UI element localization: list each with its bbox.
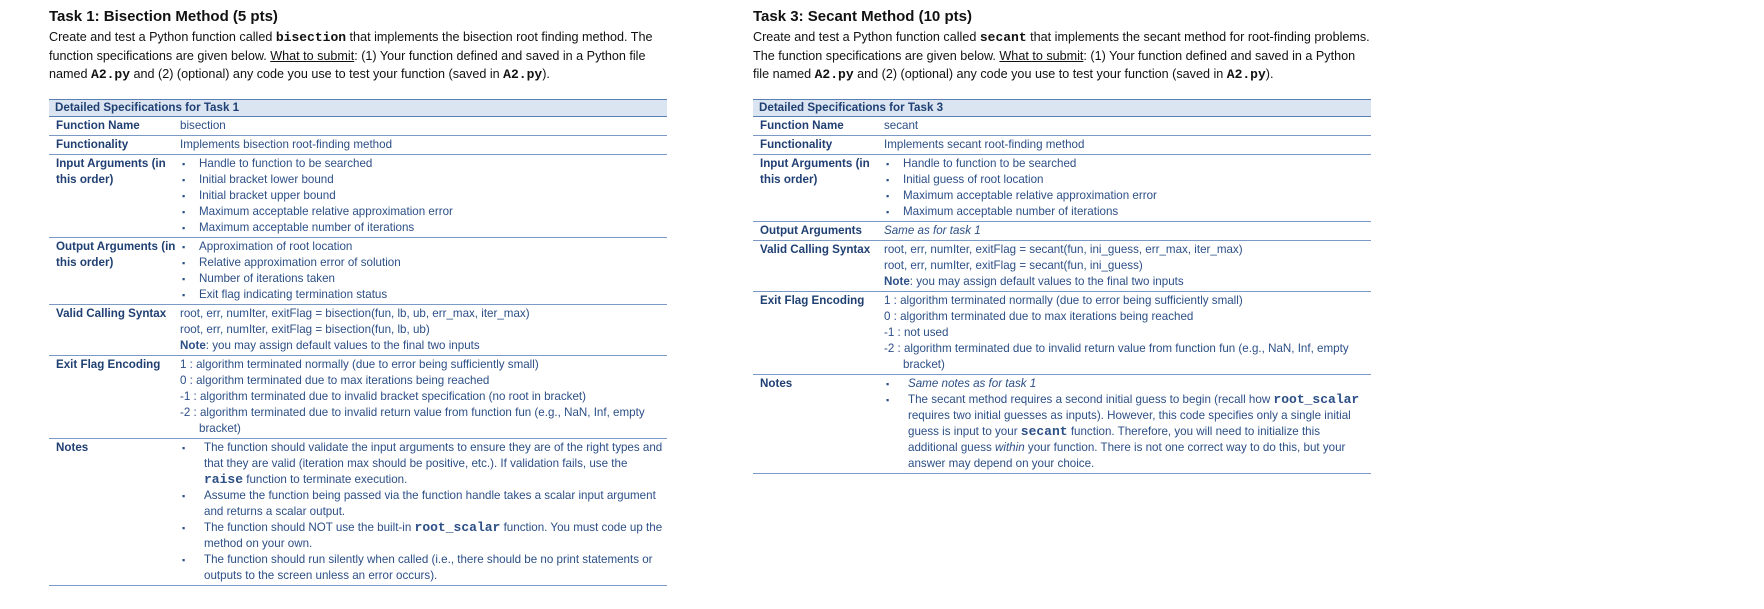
exit-flag-item: -1 : algorithm terminated due to invalid bracket specification (no root in bracket) bbox=[180, 389, 586, 403]
row-label: Valid Calling Syntax bbox=[56, 306, 167, 320]
intro-function-name: bisection bbox=[275, 30, 347, 45]
exit-flag-item: -1 : not used bbox=[884, 325, 949, 339]
row-value: secant bbox=[884, 118, 919, 132]
intro-text: that implements the secant method for root-finding problems. The function specifications are given below. bbox=[753, 30, 1370, 64]
intro-text: : (1) Your function defined and saved in a Python file named bbox=[753, 49, 1356, 82]
row-value bbox=[884, 155, 1371, 221]
task1-title: Task 1: Bisection Method (5 pts) bbox=[49, 8, 278, 25]
row-value bbox=[180, 356, 667, 438]
notes-list bbox=[884, 376, 1367, 472]
note-text: The secant method requires a second initial guess to begin (recall how bbox=[908, 392, 1274, 406]
row-value: bisection bbox=[180, 118, 226, 132]
note-label: Note bbox=[180, 338, 206, 352]
syntax-note bbox=[884, 274, 1367, 290]
row-label: Functionality bbox=[760, 137, 833, 151]
note-label: Note bbox=[884, 274, 910, 288]
list-item: ▪ Initial bracket upper bound bbox=[180, 188, 663, 204]
list-item: ▪ Handle to function to be searched bbox=[180, 156, 663, 172]
intro-file-name: A2.py bbox=[1226, 67, 1266, 83]
row-value: Implements secant root-finding method bbox=[884, 137, 1085, 151]
task3-title: Task 3: Secant Method (10 pts) bbox=[753, 8, 972, 25]
row-label: Function Name bbox=[56, 118, 140, 132]
list-item: ▪ Assume the function being passed via the function handle takes a scalar input argument and returns a scalar output. bbox=[180, 488, 663, 520]
intro-function-name: secant bbox=[979, 30, 1027, 45]
row-value bbox=[884, 241, 1371, 291]
spec-caption: Detailed Specifications for Task 1 bbox=[49, 100, 667, 117]
note-code: root_scalar bbox=[1273, 391, 1360, 407]
row-label-line: (in this order) bbox=[760, 156, 870, 186]
intro-text: Create and test a Python function called bbox=[49, 30, 276, 44]
row-label: Notes bbox=[760, 376, 793, 390]
row-label: Exit Flag Encoding bbox=[760, 293, 865, 307]
spec-row-exit-flags bbox=[49, 356, 667, 439]
note-text: function to terminate execution. bbox=[243, 472, 408, 486]
exit-flag-item: 0 : algorithm terminated due to max iterations being reached bbox=[180, 373, 490, 387]
exit-flag-item: -2 : algorithm terminated due to invalid return value from function fun (e.g., NaN, Inf, empty bracket) bbox=[180, 405, 645, 435]
row-label-line: Output Arguments bbox=[56, 239, 158, 253]
row-label: Notes bbox=[56, 440, 89, 454]
note-text: The function should NOT use the built-in bbox=[204, 520, 415, 534]
input-list bbox=[180, 156, 663, 236]
row-label: Output Arguments bbox=[760, 223, 862, 237]
note-text: Same notes as for task 1 bbox=[908, 376, 1037, 390]
row-label-line: (in this order) bbox=[56, 239, 176, 269]
intro-text: Create and test a Python function called bbox=[753, 30, 980, 44]
spec-row-syntax bbox=[49, 305, 667, 356]
row-label bbox=[753, 155, 884, 221]
exit-flag-item: 1 : algorithm terminated normally (due to error being sufficiently small) bbox=[180, 357, 539, 371]
row-value bbox=[180, 439, 667, 585]
row-label bbox=[49, 155, 180, 237]
spec-row-exit-flags bbox=[753, 292, 1371, 375]
list-item bbox=[180, 440, 663, 488]
note-code: root_scalar bbox=[414, 519, 501, 535]
row-label bbox=[49, 238, 180, 304]
row-label-line: Input Arguments bbox=[760, 156, 853, 170]
row-value: Implements bisection root-finding method bbox=[180, 137, 393, 151]
row-value bbox=[884, 375, 1371, 473]
row-value bbox=[884, 292, 1371, 374]
intro-text: that implements the bisection root finding method. The function specifications are given below. bbox=[49, 30, 653, 64]
list-item: ▪ Maximum acceptable relative approximation error bbox=[180, 204, 663, 220]
list-item bbox=[884, 392, 1367, 472]
list-item: ▪ The function should run silently when called (i.e., there should be no print statements or outputs to the screen unless an error occurs). bbox=[180, 552, 663, 584]
task3-intro bbox=[753, 28, 1371, 85]
list-item: ▪ Approximation of root location bbox=[180, 239, 663, 255]
row-value bbox=[180, 305, 667, 355]
list-item: ▪ Number of iterations taken bbox=[180, 271, 663, 287]
note-text: : you may assign default values to the final two inputs bbox=[205, 338, 480, 352]
spec-row-outputs bbox=[753, 222, 1371, 241]
spec-row-notes bbox=[49, 439, 667, 586]
task3-section bbox=[753, 8, 1371, 474]
spec-row-outputs bbox=[49, 238, 667, 305]
spec-row-syntax bbox=[753, 241, 1371, 292]
intro-file-name: A2.py bbox=[503, 67, 543, 83]
note-text: The function should validate the input arguments to ensure they are of the right types and that they are valid (iteration max should be positive, etc.). If validation fails, use the bbox=[204, 440, 663, 470]
exit-flag-item: -2 : algorithm terminated due to invalid return value from function fun (e.g., NaN, Inf, empty bracket) bbox=[884, 341, 1349, 371]
spec-row-notes bbox=[753, 375, 1371, 474]
what-to-submit-label: What to submit bbox=[270, 49, 355, 64]
row-value bbox=[884, 222, 1371, 240]
list-item: ▪ Exit flag indicating termination status bbox=[180, 287, 663, 303]
spec-caption: Detailed Specifications for Task 3 bbox=[753, 100, 1371, 117]
list-item bbox=[180, 520, 663, 552]
note-code: raise bbox=[204, 471, 244, 487]
exit-flag-item: 0 : algorithm terminated due to max iterations being reached bbox=[884, 309, 1194, 323]
row-label: Functionality bbox=[56, 137, 129, 151]
output-list bbox=[180, 239, 663, 303]
task1-section bbox=[49, 8, 667, 586]
note-text: your function. There is not one correct way to do this, but your answer may depend on your choice. bbox=[908, 440, 1346, 470]
list-item: ▪ Initial bracket lower bound bbox=[180, 172, 663, 188]
task3-spec-table bbox=[753, 99, 1371, 474]
spec-row-functionality bbox=[753, 136, 1371, 155]
list-item: ▪ Maximum acceptable relative approximation error bbox=[884, 188, 1367, 204]
list-item bbox=[884, 376, 1367, 392]
notes-list bbox=[180, 440, 663, 584]
list-item: ▪ Relative approximation error of solution bbox=[180, 255, 663, 271]
list-item: ▪ Maximum acceptable number of iterations bbox=[884, 204, 1367, 220]
syntax-line: root, err, numIter, exitFlag = bisection(fun, lb, ub) bbox=[180, 322, 430, 336]
row-value bbox=[180, 155, 667, 237]
list-item: ▪ Initial guess of root location bbox=[884, 172, 1367, 188]
intro-text: ). bbox=[542, 67, 550, 82]
row-label-line: Input Arguments bbox=[56, 156, 149, 170]
syntax-line: root, err, numIter, exitFlag = bisection(fun, lb, ub, err_max, iter_max) bbox=[180, 306, 530, 320]
note-text: : you may assign default values to the final two inputs bbox=[909, 274, 1184, 288]
spec-row-function-name bbox=[753, 117, 1371, 136]
spec-row-functionality bbox=[49, 136, 667, 155]
intro-text: and (2) (optional) any code you use to test your function (saved in bbox=[130, 67, 504, 82]
note-text: function. Therefore, you will need to initialize this additional guess bbox=[908, 424, 1321, 454]
note-code: secant bbox=[1020, 423, 1068, 439]
row-label-line: (in this order) bbox=[56, 156, 166, 186]
task1-spec-table bbox=[49, 99, 667, 586]
what-to-submit-label: What to submit bbox=[999, 49, 1084, 64]
output-same-as: Same as for task 1 bbox=[884, 223, 981, 237]
note-text: requires two initial guesses as inputs). However, this code specifies only a single initial guess is input to your bbox=[908, 408, 1351, 438]
intro-text: : (1) Your function defined and saved in a Python file named bbox=[49, 49, 646, 82]
spec-row-function-name bbox=[49, 117, 667, 136]
task1-intro bbox=[49, 28, 667, 85]
note-text: function. You must code up the method on your own. bbox=[204, 520, 663, 550]
intro-text: ). bbox=[1265, 67, 1274, 82]
row-value bbox=[180, 238, 667, 304]
intro-file-name: A2.py bbox=[814, 67, 854, 83]
row-label: Function Name bbox=[760, 118, 844, 132]
intro-text: and (2) (optional) any code you use to test your function (saved in bbox=[853, 67, 1227, 82]
intro-file-name: A2.py bbox=[91, 67, 131, 83]
input-list bbox=[884, 156, 1367, 220]
spec-row-inputs bbox=[49, 155, 667, 238]
list-item: ▪ Handle to function to be searched bbox=[884, 156, 1367, 172]
exit-flag-item: 1 : algorithm terminated normally (due to error being sufficiently small) bbox=[884, 293, 1243, 307]
syntax-note bbox=[180, 338, 663, 354]
list-item: ▪ Maximum acceptable number of iterations bbox=[180, 220, 663, 236]
syntax-line: root, err, numIter, exitFlag = secant(fun, ini_guess, err_max, iter_max) bbox=[884, 242, 1243, 256]
spec-row-inputs bbox=[753, 155, 1371, 222]
row-label: Valid Calling Syntax bbox=[760, 242, 871, 256]
note-emphasis: within bbox=[995, 440, 1025, 454]
row-label: Exit Flag Encoding bbox=[56, 357, 161, 371]
syntax-line: root, err, numIter, exitFlag = secant(fun, ini_guess) bbox=[884, 258, 1143, 272]
